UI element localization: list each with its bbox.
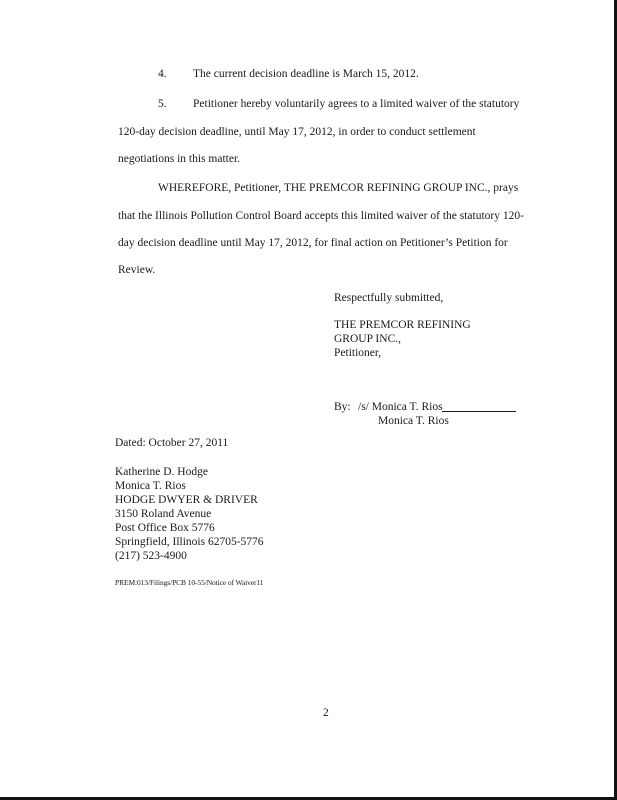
item-5-line2: 120-day decision deadline, until May 17, 2012, in order to conduct settlement [118,126,476,138]
wherefore-line3: day decision deadline until May 17, 2012, for final action on Petitioner’s Petition for [118,237,508,249]
wherefore-line1: WHEREFORE, Petitioner, THE PREMCOR REFINING GROUP INC., prays [158,182,519,194]
item-5-line3: negotiations in this matter. [118,153,241,165]
signature-line [442,411,516,412]
wherefore-line2: that the Illinois Pollution Control Board accepts this limited waiver of the statutory 120- [118,210,524,222]
counsel-line: HODGE DWYER & DRIVER [115,494,258,506]
counsel-line: (217) 523-4900 [115,550,187,562]
counsel-line: 3150 Roland Avenue [115,508,212,520]
item-5-line1: Petitioner hereby voluntarily agrees to a limited waiver of the statutory [193,98,520,110]
wherefore-line4: Review. [118,264,156,276]
counsel-line: Springfield, Illinois 62705-5776 [115,536,264,548]
signer-name: Monica T. Rios [378,415,449,427]
by-label: By: [334,401,351,413]
company-line1: THE PREMCOR REFINING [334,319,471,331]
company-line2: GROUP INC., [334,333,401,345]
electronic-signature: /s/ Monica T. Rios [358,401,443,413]
page-number: 2 [323,707,329,719]
item-4-text: The current decision deadline is March 15, 2012. [193,68,419,80]
counsel-line: Monica T. Rios [115,480,186,492]
counsel-line: Katherine D. Hodge [115,466,208,478]
item-4-number: 4. [158,68,167,80]
file-reference: PREM:013/Filings/PCB 10-55/Notice of Waiver11 [115,578,264,587]
counsel-line: Post Office Box 5776 [115,522,215,534]
item-5-number: 5. [158,98,167,110]
respectfully-submitted: Respectfully submitted, [334,292,444,304]
dated-line: Dated: October 27, 2011 [115,437,229,449]
petitioner-role: Petitioner, [334,347,382,359]
